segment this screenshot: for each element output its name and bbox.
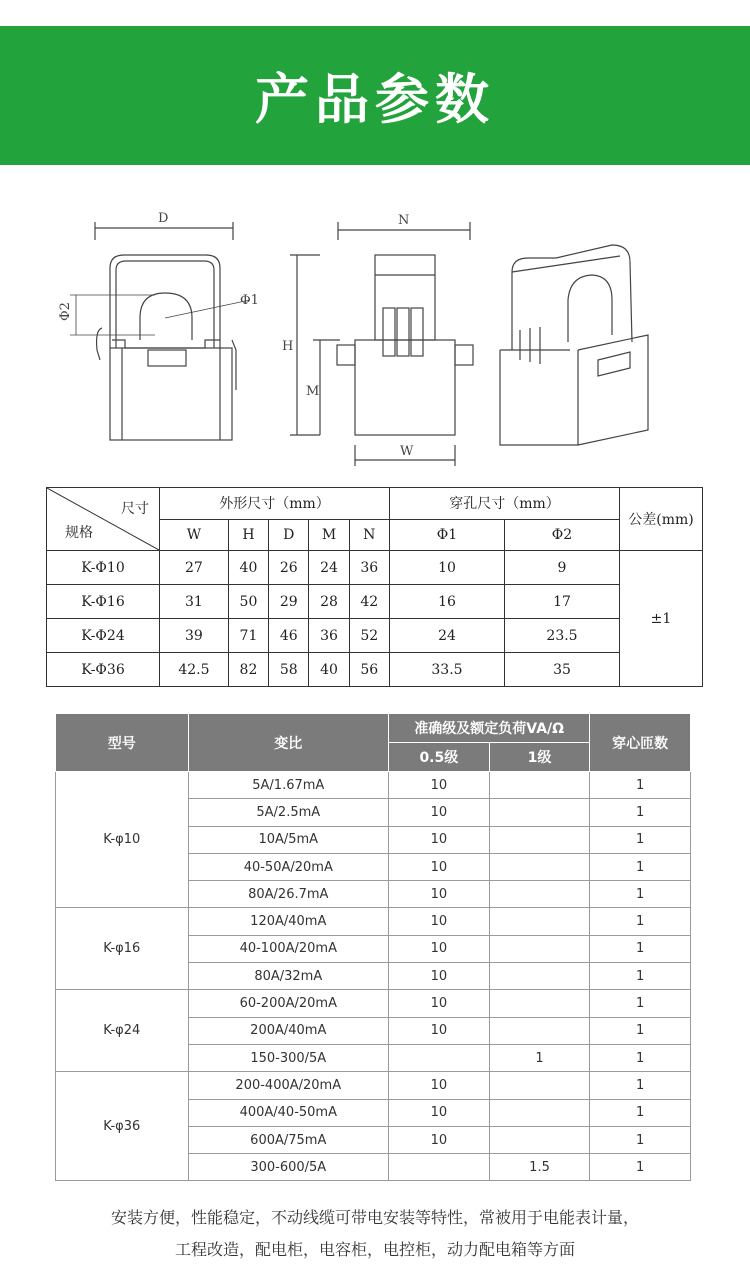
class-1-cell xyxy=(489,990,590,1017)
class-1-cell: 1.5 xyxy=(489,1154,590,1181)
technical-drawings xyxy=(0,200,750,480)
turns-cell: 1 xyxy=(590,799,691,826)
outer-dimensions-header: 外形尺寸（mm） xyxy=(160,488,390,520)
class-0-5-cell: 10 xyxy=(389,1099,490,1126)
table-row xyxy=(47,619,703,653)
ratio-cell: 5A/2.5mA xyxy=(188,799,388,826)
table-row xyxy=(56,908,691,935)
ratio-cell: 40-50A/20mA xyxy=(188,853,388,880)
value-cell: 24 xyxy=(389,619,504,653)
header-class-1: 1级 xyxy=(489,743,590,772)
class-0-5-cell: 10 xyxy=(389,935,490,962)
value-cell: 39 xyxy=(160,619,229,653)
class-0-5-cell: 10 xyxy=(389,1017,490,1044)
model-cell: K-Φ16 xyxy=(47,585,160,619)
class-0-5-cell: 10 xyxy=(389,990,490,1017)
value-cell: 42.5 xyxy=(160,653,229,687)
value-cell: 29 xyxy=(269,585,309,619)
caption-line-1: 安装方便，性能稳定，不动线缆可带电安装等特性，常被用于电能表计量， xyxy=(110,1208,639,1227)
turns-cell: 1 xyxy=(590,853,691,880)
corner-bottom-label: 规格 xyxy=(65,525,93,541)
value-cell: 40 xyxy=(309,653,349,687)
model-cell: K-φ16 xyxy=(56,908,189,990)
col-header-w: W xyxy=(160,519,229,551)
value-cell: 31 xyxy=(160,585,229,619)
model-cell: K-φ36 xyxy=(56,1072,189,1181)
value-cell: 23.5 xyxy=(504,619,619,653)
table-row xyxy=(56,990,691,1017)
header-ratio: 变比 xyxy=(188,714,388,772)
tolerance-cell: ±1 xyxy=(620,551,703,687)
class-0-5-cell xyxy=(389,1044,490,1071)
class-0-5-cell xyxy=(389,1154,490,1181)
turns-cell: 1 xyxy=(590,1154,691,1181)
class-1-cell xyxy=(489,1099,590,1126)
class-1-cell xyxy=(489,908,590,935)
class-0-5-cell: 10 xyxy=(389,1126,490,1153)
title-banner xyxy=(0,26,750,165)
ratio-table-header xyxy=(56,714,691,743)
class-1-cell xyxy=(489,1017,590,1044)
turns-cell: 1 xyxy=(590,935,691,962)
label-h: H xyxy=(282,339,294,354)
class-1-cell xyxy=(489,853,590,880)
tolerance-header: 公差(mm) xyxy=(620,488,703,551)
ratio-cell: 300-600/5A xyxy=(188,1154,388,1181)
header-model: 型号 xyxy=(56,714,189,772)
value-cell: 52 xyxy=(349,619,389,653)
value-cell: 33.5 xyxy=(389,653,504,687)
turns-cell: 1 xyxy=(590,1126,691,1153)
corner-top-label: 尺寸 xyxy=(121,501,149,517)
label-w: W xyxy=(400,444,414,459)
model-cell: K-Φ36 xyxy=(47,653,160,687)
turns-cell: 1 xyxy=(590,908,691,935)
table-row xyxy=(56,772,691,799)
value-cell: 35 xyxy=(504,653,619,687)
header-accuracy: 准确级及额定负荷VA/Ω xyxy=(389,714,590,743)
value-cell: 9 xyxy=(504,551,619,585)
col-header-m: M xyxy=(309,519,349,551)
class-0-5-cell: 10 xyxy=(389,881,490,908)
value-cell: 40 xyxy=(228,551,268,585)
ratio-cell: 200-400A/20mA xyxy=(188,1072,388,1099)
label-phi2: Φ2 xyxy=(58,302,73,321)
class-0-5-cell: 10 xyxy=(389,963,490,990)
label-m: M xyxy=(306,384,320,399)
value-cell: 27 xyxy=(160,551,229,585)
class-0-5-cell: 10 xyxy=(389,772,490,799)
turns-cell: 1 xyxy=(590,826,691,853)
class-1-cell: 1 xyxy=(489,1044,590,1071)
ratio-cell: 80A/26.7mA xyxy=(188,881,388,908)
value-cell: 36 xyxy=(309,619,349,653)
class-1-cell xyxy=(489,826,590,853)
ratio-table-body xyxy=(56,772,691,1181)
value-cell: 71 xyxy=(228,619,268,653)
front-view-drawing xyxy=(70,222,250,440)
class-1-cell xyxy=(489,772,590,799)
value-cell: 24 xyxy=(309,551,349,585)
table-row xyxy=(47,551,703,585)
header-class-0-5: 0.5级 xyxy=(389,743,490,772)
ratio-table xyxy=(55,713,691,1181)
label-phi1: Φ1 xyxy=(240,293,259,308)
label-n: N xyxy=(398,213,410,228)
ratio-cell: 400A/40-50mA xyxy=(188,1099,388,1126)
turns-cell: 1 xyxy=(590,1017,691,1044)
page-title: 产品参数 xyxy=(255,68,495,131)
value-cell: 50 xyxy=(228,585,268,619)
ratio-cell: 200A/40mA xyxy=(188,1017,388,1044)
turns-cell: 1 xyxy=(590,1099,691,1126)
class-1-cell xyxy=(489,1126,590,1153)
ratio-cell: 120A/40mA xyxy=(188,908,388,935)
class-0-5-cell: 10 xyxy=(389,826,490,853)
table-row xyxy=(47,585,703,619)
col-header-phi2: Φ2 xyxy=(504,519,619,551)
value-cell: 56 xyxy=(349,653,389,687)
ratio-cell: 150-300/5A xyxy=(188,1044,388,1071)
value-cell: 26 xyxy=(269,551,309,585)
turns-cell: 1 xyxy=(590,1044,691,1071)
ratio-cell: 5A/1.67mA xyxy=(188,772,388,799)
class-0-5-cell: 10 xyxy=(389,853,490,880)
class-0-5-cell: 10 xyxy=(389,908,490,935)
ratio-cell: 10A/5mA xyxy=(188,826,388,853)
model-cell: K-φ24 xyxy=(56,990,189,1072)
side-view-drawing xyxy=(290,222,473,466)
model-cell: K-Φ10 xyxy=(47,551,160,585)
class-1-cell xyxy=(489,881,590,908)
dimension-table xyxy=(46,487,703,687)
header-turns: 穿心匝数 xyxy=(590,714,691,772)
value-cell: 42 xyxy=(349,585,389,619)
caption-line-2: 工程改造，配电柜，电容柜，电控柜，动力配电箱等方面 xyxy=(174,1240,575,1259)
table-row xyxy=(56,1072,691,1099)
ratio-cell: 40-100A/20mA xyxy=(188,935,388,962)
value-cell: 16 xyxy=(389,585,504,619)
turns-cell: 1 xyxy=(590,963,691,990)
turns-cell: 1 xyxy=(590,990,691,1017)
class-1-cell xyxy=(489,935,590,962)
value-cell: 58 xyxy=(269,653,309,687)
class-0-5-cell: 10 xyxy=(389,1072,490,1099)
class-1-cell xyxy=(489,1072,590,1099)
value-cell: 28 xyxy=(309,585,349,619)
col-header-n: N xyxy=(349,519,389,551)
value-cell: 17 xyxy=(504,585,619,619)
value-cell: 82 xyxy=(228,653,268,687)
col-header-phi1: Φ1 xyxy=(389,519,504,551)
label-d: D xyxy=(158,211,169,226)
header-corner xyxy=(47,488,160,551)
ratio-cell: 60-200A/20mA xyxy=(188,990,388,1017)
isometric-view-drawing xyxy=(500,245,648,445)
turns-cell: 1 xyxy=(590,772,691,799)
class-1-cell xyxy=(489,799,590,826)
ratio-cell: 80A/32mA xyxy=(188,963,388,990)
model-cell: K-Φ24 xyxy=(47,619,160,653)
col-header-d: D xyxy=(269,519,309,551)
value-cell: 36 xyxy=(349,551,389,585)
turns-cell: 1 xyxy=(590,1072,691,1099)
hole-dimensions-header: 穿孔尺寸（mm） xyxy=(389,488,619,520)
turns-cell: 1 xyxy=(590,881,691,908)
class-1-cell xyxy=(489,963,590,990)
value-cell: 46 xyxy=(269,619,309,653)
value-cell: 10 xyxy=(389,551,504,585)
model-cell: K-φ10 xyxy=(56,772,189,908)
col-header-h: H xyxy=(228,519,268,551)
class-0-5-cell: 10 xyxy=(389,799,490,826)
table-row xyxy=(47,653,703,687)
ratio-cell: 600A/75mA xyxy=(188,1126,388,1153)
